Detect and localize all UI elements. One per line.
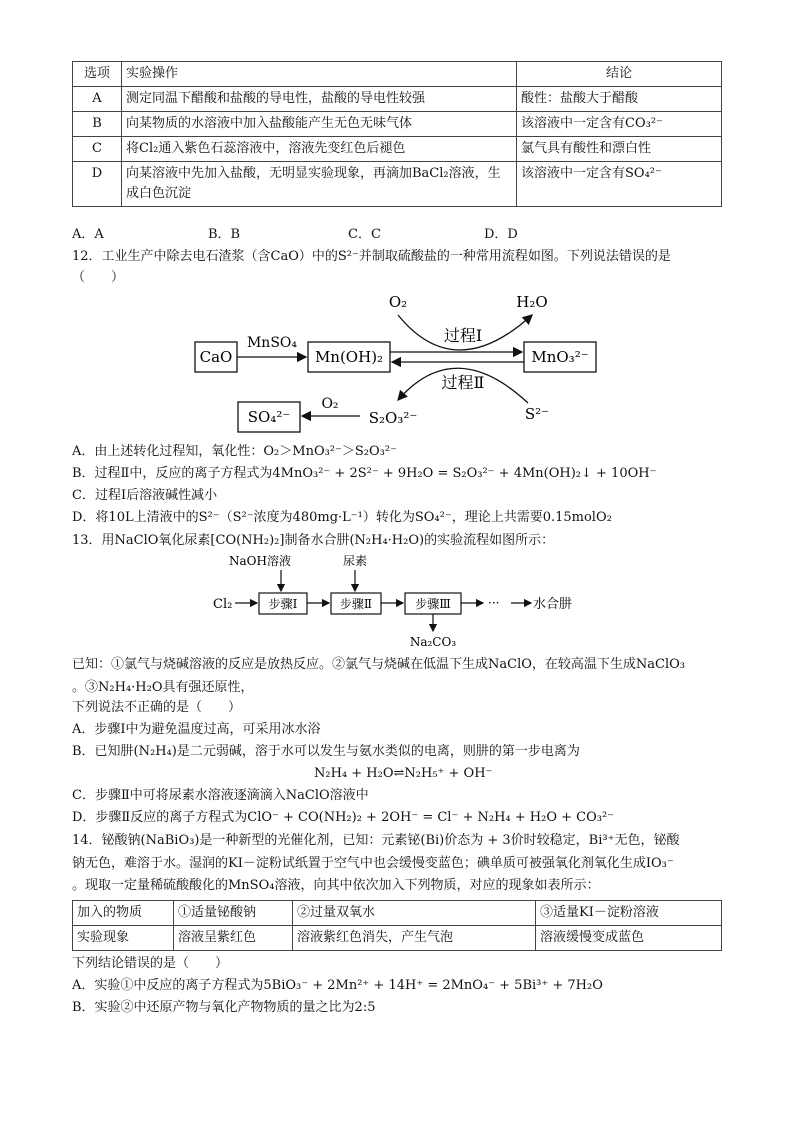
table-row	[73, 112, 722, 137]
o2-top-label: O₂	[388, 293, 408, 311]
q11-option-c[interactable]: C．C	[348, 227, 381, 242]
q14-stem-1: 14．铋酸钠(NaBiO₃)是一种新型的光催化剂，已知：元素铋(Bi)价态为 + 3价时较稳定，Bi³⁺无色，铋酸	[72, 833, 680, 848]
s2o3-label: S₂O₃²⁻	[368, 409, 418, 427]
table-cell: 该溶液中一定含有CO₃²⁻	[517, 112, 722, 137]
q12-option-c[interactable]: C．过程Ⅰ后溶液碱性减小	[72, 488, 218, 503]
q14-question: 下列结论错误的是（ ）	[72, 956, 229, 971]
table-cell: 实验现象	[73, 926, 174, 951]
q14-option-a[interactable]: A．实验①中反应的离子方程式为5BiO₃⁻ + 2Mn²⁺ + 14H⁺ = 2MnO₄⁻ + 5Bi³⁺ + 7H₂O	[72, 978, 603, 993]
header-cell: 结论	[517, 62, 722, 87]
table-header-row	[73, 62, 722, 87]
q11-option-b[interactable]: B．B	[208, 227, 241, 242]
q13-known-2: 。③N₂H₄·H₂O具有强还原性，	[72, 680, 254, 695]
q13-flow-diagram	[205, 551, 605, 651]
table-cell: 溶液呈紫红色	[174, 926, 293, 951]
mnoh2-label: Mn(OH)₂	[314, 348, 384, 366]
process-1-label: 过程Ⅰ	[443, 326, 483, 345]
reagent-table	[72, 900, 722, 951]
q12-option-d[interactable]: D．将10L上清液中的S²⁻（S²⁻浓度为480mg·L⁻¹）转化为SO₄²⁻，理论上共需要0.15molO₂	[72, 510, 612, 525]
table-row	[73, 87, 722, 112]
q11-options	[72, 226, 632, 244]
q14-option-b[interactable]: B．实验②中还原产物与氧化产物物质的量之比为2:5	[72, 1000, 376, 1015]
dots-label: ···	[488, 596, 500, 610]
naoh-label: NaOH溶液	[229, 554, 291, 568]
header-cell: 实验操作	[122, 62, 517, 87]
q12-stem-paren: （ ）	[72, 270, 125, 285]
q12-option-a[interactable]: A．由上述转化过程知，氧化性：O₂＞MnO₃²⁻＞S₂O₃²⁻	[72, 444, 397, 459]
product-label: 水合肼	[533, 597, 573, 612]
q13-option-d[interactable]: D．步骤Ⅱ反应的离子方程式为ClO⁻ + CO(NH₂)₂ + 2OH⁻ = Cl⁻ + N₂H₄ + H₂O + CO₃²⁻	[72, 810, 615, 825]
experiment-table	[72, 61, 722, 207]
table-cell: 向某物质的水溶液中加入盐酸能产生无色无味气体	[122, 112, 517, 137]
table-cell: 将Cl₂通入紫色石蕊溶液中，溶液先变红色后褪色	[122, 137, 517, 162]
na2co3-label: Na₂CO₃	[409, 635, 457, 649]
table-cell: 溶液紫红色消失，产生气泡	[293, 926, 536, 951]
q13-stem: 13．用NaClO氧化尿素[CO(NH₂)₂]制备水合肼(N₂H₄·H₂O)的实验流程如图所示：	[72, 533, 555, 548]
table-cell: 溶液缓慢变成蓝色	[536, 926, 722, 951]
step2-label: 步骤Ⅱ	[339, 597, 373, 611]
s2-label: S²⁻	[524, 405, 550, 423]
cl2-label: Cl₂	[213, 597, 233, 612]
table-row	[73, 162, 722, 207]
table-cell: 向某溶液中先加入盐酸，无明显实验现象，再滴加BaCl₂溶液，生成白色沉淀	[122, 162, 517, 207]
q13-option-c[interactable]: C．步骤Ⅱ中可将尿素水溶液逐滴滴入NaClO溶液中	[72, 788, 369, 803]
mno3-label: MnO₃²⁻	[531, 348, 589, 366]
table-cell: 测定同温下醋酸和盐酸的导电性，盐酸的导电性较强	[122, 87, 517, 112]
table-row	[73, 137, 722, 162]
table-cell: 氯气具有酸性和漂白性	[517, 137, 722, 162]
table-cell: ②过量双氧水	[293, 901, 536, 926]
q11-option-d[interactable]: D．D	[484, 227, 518, 242]
q12-option-b[interactable]: B．过程Ⅱ中，反应的离子方程式为4MnO₃²⁻ + 2S²⁻ + 9H₂O = S₂O₃²⁻ + 4Mn(OH)₂↓ + 10OH⁻	[72, 466, 657, 481]
q14-stem-3: 。现取一定量稀硫酸酸化的MnSO₄溶液，向其中依次加入下列物质，对应的现象如表所示：	[72, 878, 600, 893]
table-cell: B	[73, 112, 122, 137]
cao-label: CaO	[199, 348, 233, 366]
q13-question: 下列说法不正确的是（ ）	[72, 700, 242, 715]
table-row	[73, 901, 722, 926]
urea-label: 尿素	[342, 554, 368, 568]
q13-option-a[interactable]: A．步骤Ⅰ中为避免温度过高，可采用冰水浴	[72, 722, 321, 737]
so4-label: SO₄²⁻	[247, 408, 291, 426]
q14-stem-2: 钠无色，难溶于水。湿润的KI－淀粉试纸置于空气中也会缓慢变蓝色；碘单质可被强氧化剂氧化生成IO₃⁻	[72, 856, 674, 871]
q13-known-1: 已知：①氯气与烧碱溶液的反应是放热反应。②氯气与烧碱在低温下生成NaClO，在较高温下生成NaClO₃	[72, 657, 685, 672]
table-cell: 加入的物质	[73, 901, 174, 926]
table-cell: C	[73, 137, 122, 162]
header-cell: 选项	[73, 62, 122, 87]
table-cell: A	[73, 87, 122, 112]
q12-flow-diagram	[180, 285, 620, 440]
table-cell: 酸性：盐酸大于醋酸	[517, 87, 722, 112]
step1-label: 步骤Ⅰ	[268, 597, 298, 611]
table-cell: ③适量KI－淀粉溶液	[536, 901, 722, 926]
q11-option-a[interactable]: A．A	[72, 227, 104, 242]
table-row	[73, 926, 722, 951]
q12-stem: 12．工业生产中除去电石渣浆（含CaO）中的S²⁻并制取硫酸盐的一种常用流程如图。下列说法错误的是	[72, 249, 671, 264]
h2o-label: H₂O	[516, 293, 548, 311]
process-2-label: 过程Ⅱ	[441, 373, 485, 392]
q13-option-b[interactable]: B．已知肼(N₂H₄)是二元弱碱，溶于水可以发生与氨水类似的电离，则肼的第一步电离为	[72, 744, 580, 759]
table-cell: 该溶液中一定含有SO₄²⁻	[517, 162, 722, 207]
table-cell: ①适量铋酸钠	[174, 901, 293, 926]
o2-bottom-label: O₂	[321, 396, 339, 412]
table-cell: D	[73, 162, 122, 207]
mnso4-label: MnSO₄	[246, 335, 298, 351]
step3-label: 步骤Ⅲ	[415, 597, 451, 611]
q13-option-b-equation: N₂H₄ + H₂O⇌N₂H₅⁺ + OH⁻	[314, 766, 493, 781]
